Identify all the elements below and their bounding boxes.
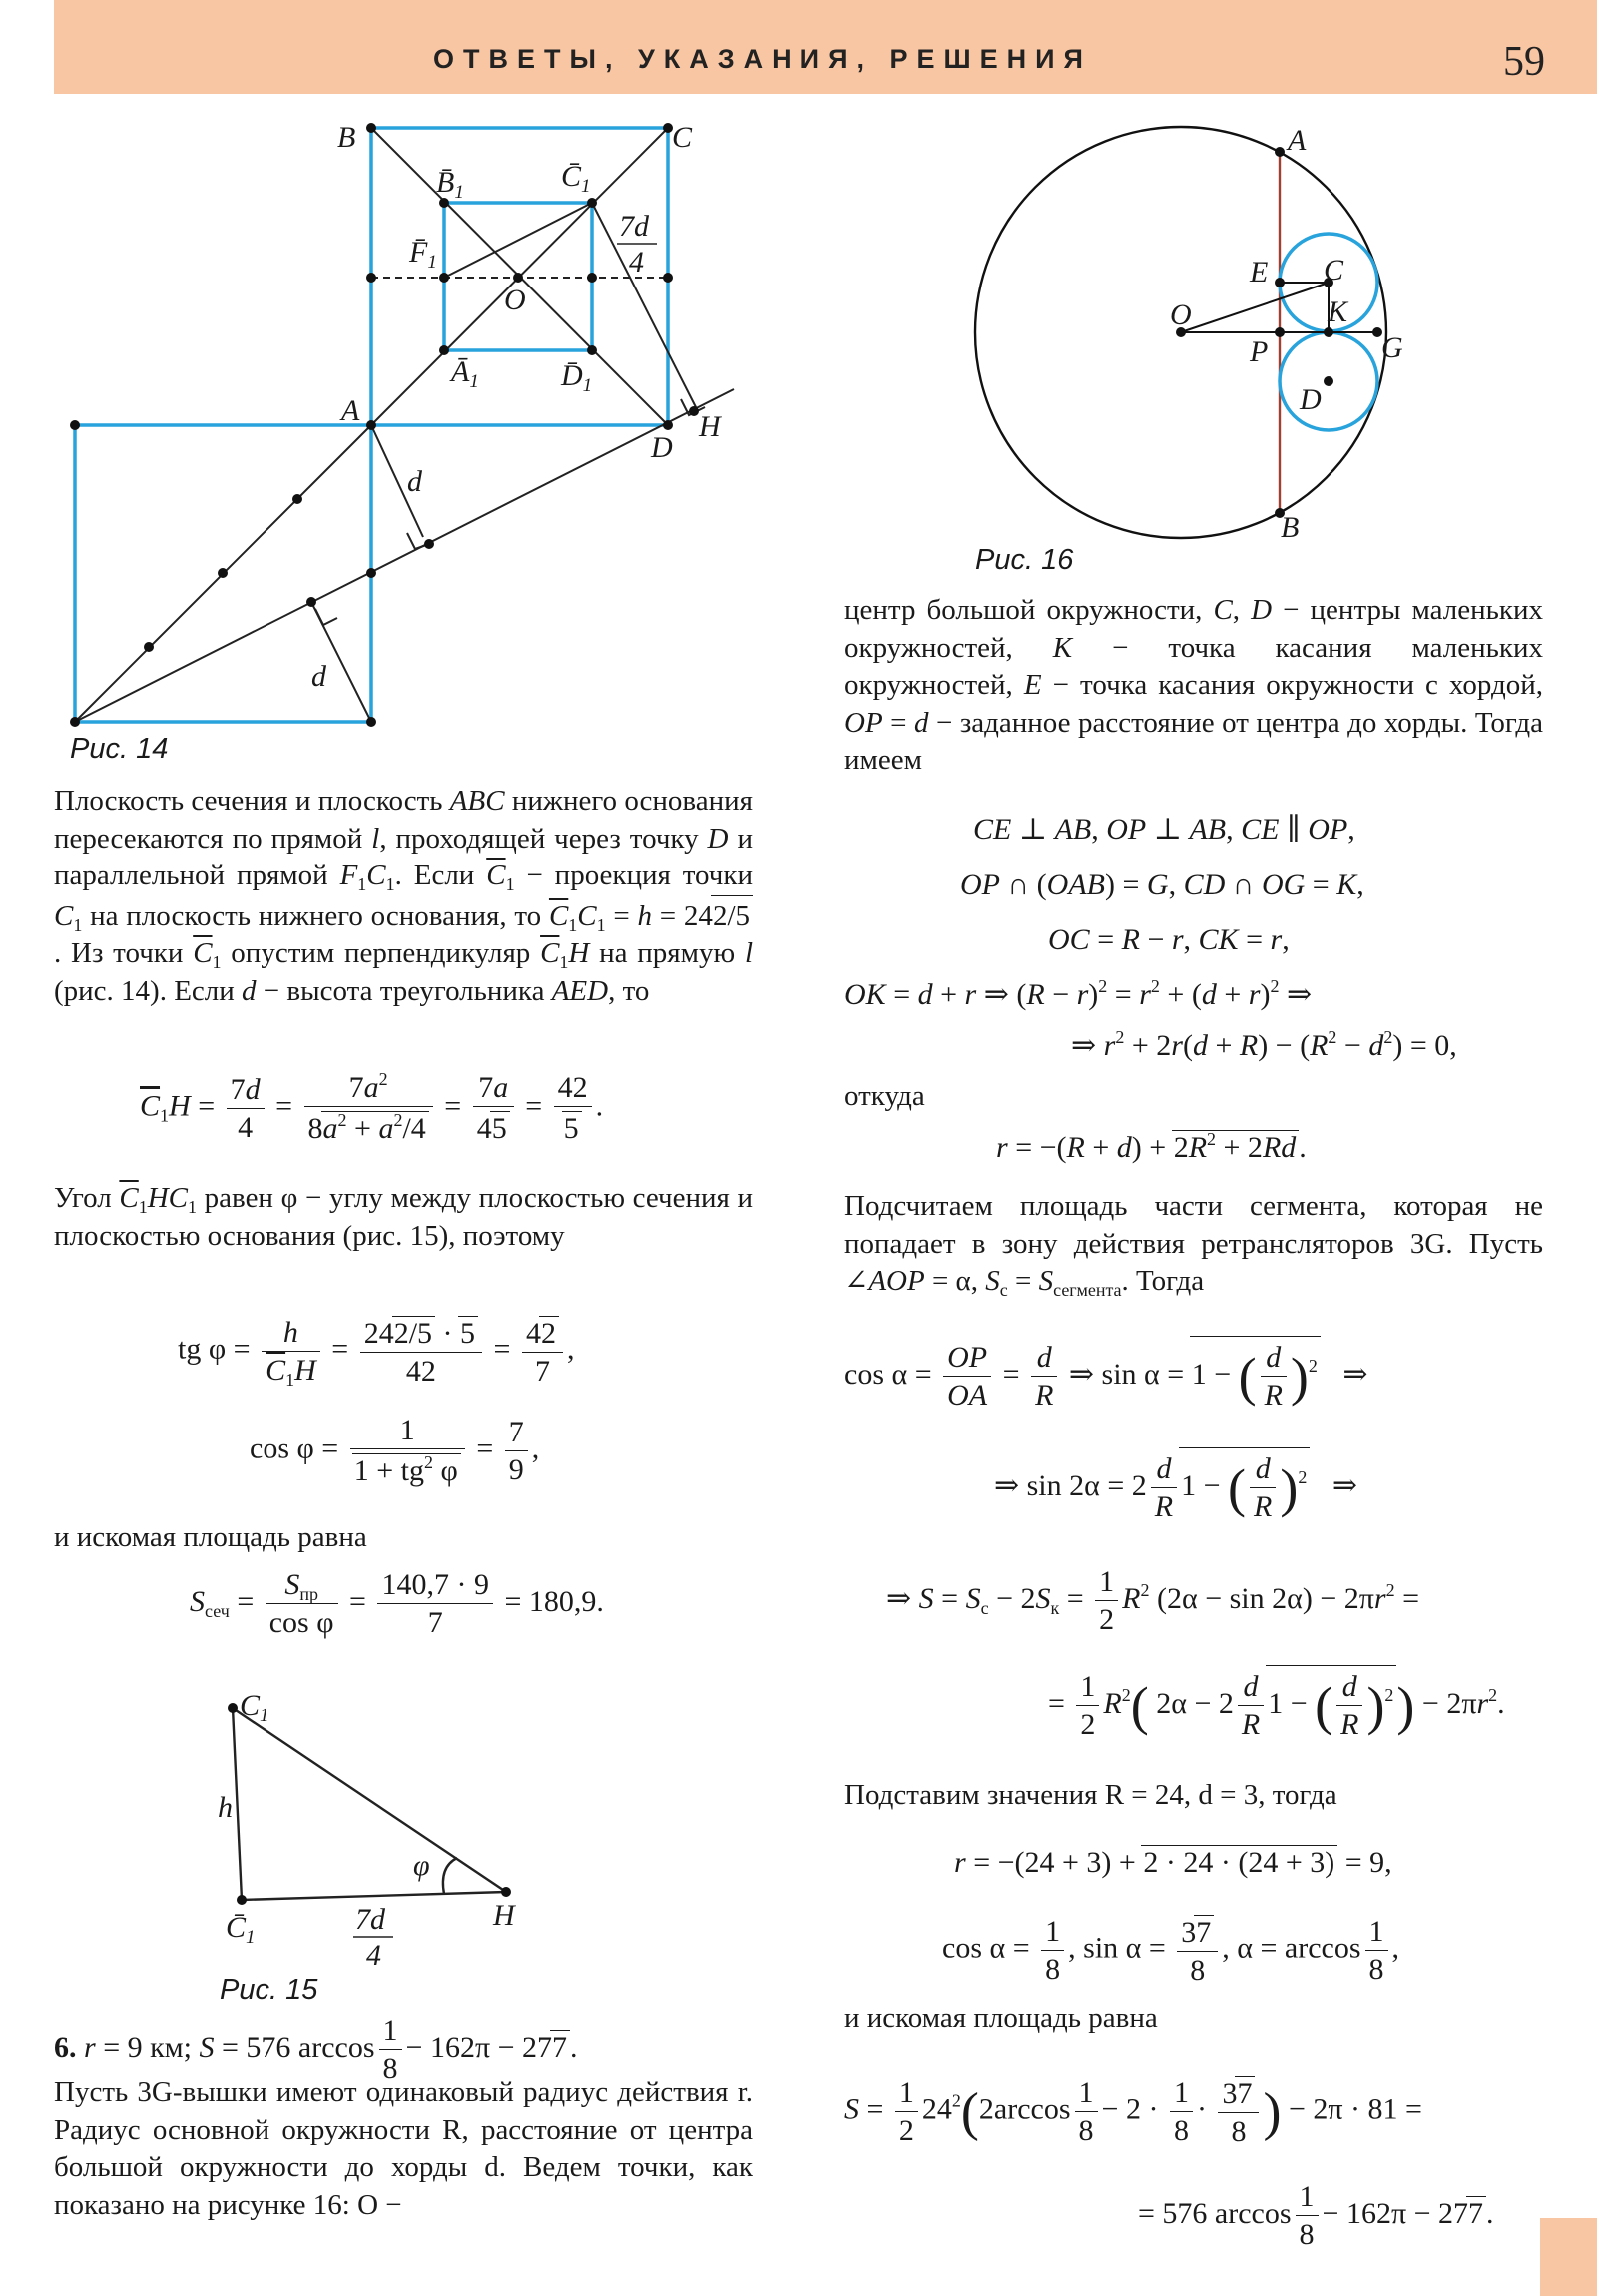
eq-quadratic: ⇒ $r^2 + 2r(d + R) - (R^2 - d^2) = 0$, [1071,1027,1457,1062]
svg-text:4: 4 [366,1939,381,1972]
eq-perp: CE ⊥ AB, OP ⊥ AB, CE ∥ OP, [973,813,1355,846]
eq-ok: OK = d + r ⇒ $(R - r)^2 = r^2 + (d + r)^2$ ⇒ [844,976,1313,1011]
formula-s-segment: ⇒ $S = S_с - 2S_к$ = $\frac{1}{2}$ $R^2$ $(2\alpha - \sin 2\alpha) - 2\pi r^2$ = [886,1565,1420,1636]
svg-text:D̄1: $D̄_1$ [561,359,593,396]
svg-text:B: B [1281,511,1300,544]
svg-text:h: h [218,1791,233,1824]
answer-6: 6. r = 9 км; S = 576 arccos $\frac{1}{8}$ − 162π − 277 . [54,2014,578,2085]
formula-sin-2alpha: ⇒ sin 2α = 2 $\frac{d}{R}$ 1 − ( $\frac{d}{R}$ )$^2$ ⇒ [994,1447,1357,1522]
svg-text:O: O [504,284,526,316]
right-paragraph-2: откуда [844,1080,925,1112]
svg-text:C̄1: $C̄_1$ [226,1911,256,1948]
svg-text:D: D [1300,383,1322,416]
left-paragraph-2: Угол $\overline{C}_1HC_1$ равен φ − углу между плоскостью сечения и плоскостью основания (рис. 15), поэтому [54,1182,754,1252]
eq-oc: OC = R − r, CK = r, [1048,923,1290,956]
svg-text:D: D [651,431,673,464]
header-title: ОТВЕТЫ, УКАЗАНИЯ, РЕШЕНИЯ [433,44,1092,74]
svg-text:7d: 7d [355,1903,385,1936]
formula-s-expanded: = $\frac{1}{2}$ $R^2$( 2α − 2 $\frac{d}{R}$ 1 − ( $\frac{d}{R}$ )$^2) - 2\pi r^2$. [1048,1665,1505,1740]
svg-text:A: A [341,394,360,427]
svg-text:C̄1: $C̄_1$ [561,160,591,197]
left-paragraph-4: Пусть 3G-вышки имеют одинаковый радиус действия r. Радиус основной окружности R, расстояние от центра большой окружности до хорды d. Ведем точки, как показано на рисунке 16: O − [54,2076,753,2221]
figure-14-caption: Рис. 14 [70,733,169,765]
formula-c1h: $\overline{C}_1H$ = $\frac{7d}{4}$ = $\frac{7a^2}{8a^2 + a^2/4}$ = $\frac{7a}{45}$ = $\frac{42}{5}$ . [140,1069,604,1145]
formula-tg-phi: tg φ = $\frac{h}{\overline{C}_1H}$ = $\frac{242/5 \cdot 5}{42}$ = $\frac{42}{7}$ , [178,1315,575,1390]
svg-text:K: K [1328,295,1348,328]
formula-alpha-values: cos α = $\frac{1}{8}$ , sin α = $\frac{37}{8}$ , α = arccos $\frac{1}{8}$ , [942,1914,1400,1987]
svg-text:d: d [311,660,326,693]
svg-text:A: A [1288,124,1307,157]
figure-15 [200,1677,539,2007]
svg-text:B: B [337,121,356,154]
right-paragraph-3: Подсчитаем площадь части сегмента, которая не попадает в зону действия ретрансляторов 3G. Пусть ∠AOP = α, $S_с = S_{сегмента}$. Тогда [844,1190,1543,1300]
svg-text:H: H [699,410,721,443]
page-number: 59 [1503,39,1545,85]
right-paragraph-5: и искомая площадь равна [844,2003,1158,2034]
svg-text:H: H [493,1899,515,1932]
eq-r: $r = -(R + d) + 2R^2 + 2Rd$ . [996,1129,1307,1164]
page-header [54,0,1597,94]
formula-r-value: r = −(24 + 3) + 2 · 24 · (24 + 3) = 9, [954,1846,1392,1879]
formula-cos-alpha: cos α = $\frac{OP}{OA}$ = $\frac{d}{R}$ ⇒ sin α = 1 − ( $\frac{d}{R}$ )$^2$ ⇒ [844,1336,1368,1411]
svg-text:d: d [407,465,422,498]
formula-cos-phi: cos φ = $\frac{1}{1 + tg^2 \varphi}$ = $\frac{7}{9}$ , [250,1414,540,1487]
left-paragraph-1: Плоскость сечения и плоскость ABC нижнего основания пересекаются по прямой l, проходящей через точку D и параллельной прямой $F_1C_1$. Если $\overline{C}_1$ − проекция точки $C_1$ на плоскость нижнего основания, то $\overline{C}_1C_1 = h = 242/5$. Из точки $\overline{C}_1$ опустим перпендикуляр $\overline{C}_1H$ на прямую l (рис. 14). Если d − высота треугольника AED, то [54,785,753,1007]
svg-text:B̄1: $B̄_1$ [436,166,464,203]
formula-s-numeric: S = $\frac{1}{2}$ $24^2(2\arccos$ $\frac{1}{8}$ − 2 · $\frac{1}{8}$ · $\frac{37}{8}$ ) − 2π · 81 = [844,2075,1422,2148]
svg-text:4: 4 [629,246,644,279]
figure-16-caption: Рис. 16 [975,544,1074,576]
svg-text:Ā1: $Ā_1$ [451,355,479,392]
formula-s-sech: $S_{сеч}$ = $\frac{S_{пр}}{\text{cos φ}}$ = $\frac{140,7 \cdot 9}{7}$ = 180,9. [190,1568,604,1639]
svg-text:φ: φ [413,1849,430,1882]
svg-text:C1: $C_1$ [240,1689,269,1726]
left-paragraph-3: и искомая площадь равна [54,1521,367,1553]
figure-16 [958,115,1417,544]
svg-text:C: C [1324,254,1344,287]
svg-text:G: G [1381,331,1403,364]
svg-text:E: E [1250,256,1269,288]
figure-15-caption: Рис. 15 [220,1974,318,2006]
svg-text:7d: 7d [619,210,649,243]
svg-text:F̄1: $F̄_1$ [409,236,437,273]
eq-intersect: OP ∩ (OAB) = G, CD ∩ OG = K, [960,868,1364,901]
svg-text:P: P [1250,335,1269,368]
right-paragraph-4: Подставим значения R = 24, d = 3, тогда [844,1779,1337,1811]
svg-text:O: O [1170,298,1192,331]
page-corner-tab [1540,2218,1597,2296]
svg-text:C: C [672,121,693,154]
formula-s-result: = 576 arccos $\frac{1}{8}$ − 162π − 277 . [1138,2180,1494,2251]
right-paragraph-1: центр большой окружности, C, D − центры маленьких окружностей, K − точка касания маленьких окружностей, E − точка касания окружности с хордой, OP = d − заданное расстояние от центра до хорды. Тогда имеем [844,594,1544,776]
figure-14 [40,105,759,744]
